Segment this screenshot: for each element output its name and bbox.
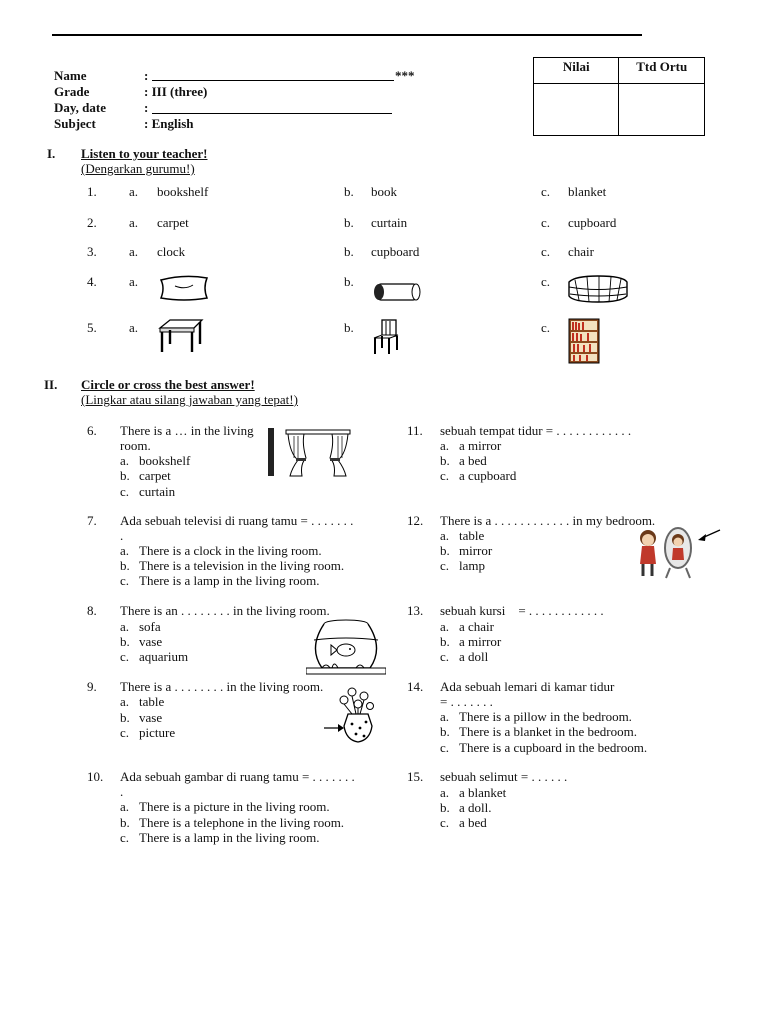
option-letter: b. <box>344 244 354 259</box>
question-number: 3. <box>87 244 97 259</box>
question-text: sebuah kursi = . . . . . . . . . . . . <box>440 603 604 618</box>
question-text: . <box>120 528 124 543</box>
option-a[interactable]: a mirror <box>459 438 502 453</box>
option-b[interactable]: vase <box>139 634 163 649</box>
option-b[interactable]: a bed <box>459 453 487 468</box>
option-letter: b. <box>344 215 354 230</box>
option-letter: c. <box>440 815 450 830</box>
question-text: = . . . . . . . <box>440 694 493 709</box>
option-letter: c. <box>541 184 551 199</box>
question-number: 2. <box>87 215 97 230</box>
option-c[interactable]: There is a cupboard in the bedroom. <box>459 740 648 755</box>
option-letter: c. <box>120 830 130 845</box>
question-number: 4. <box>87 274 97 289</box>
option-letter: b. <box>440 800 450 815</box>
option-letter: b. <box>120 468 130 483</box>
question-text: sebuah selimut = . . . . . . <box>440 769 568 784</box>
option-c[interactable]: blanket <box>568 184 607 199</box>
option-b[interactable]: a doll. <box>459 800 492 815</box>
bolster-icon[interactable] <box>370 280 422 304</box>
option-b[interactable]: There is a television in the living room. <box>139 558 345 573</box>
question-text: Ada sebuah televisi di ruang tamu = . . . . . . . <box>120 513 354 528</box>
option-letter: a. <box>120 543 130 558</box>
pillow-icon[interactable] <box>157 272 211 304</box>
question-text: Ada sebuah gambar di ruang tamu = . . . . . . . <box>120 769 355 784</box>
option-letter: a. <box>440 619 450 634</box>
option-a[interactable]: There is a picture in the living room. <box>139 799 330 814</box>
question-number: 14. <box>407 679 424 694</box>
score-cell-nilai[interactable] <box>534 84 619 136</box>
question-number: 9. <box>87 679 97 694</box>
option-letter: a. <box>129 320 139 335</box>
option-letter: a. <box>129 274 139 289</box>
option-letter: b. <box>344 184 354 199</box>
question-text: Ada sebuah lemari di kamar tidur <box>440 679 615 694</box>
option-letter: c. <box>440 740 450 755</box>
option-letter: b. <box>440 453 450 468</box>
option-a[interactable]: bookshelf <box>139 453 191 468</box>
option-letter: c. <box>541 274 551 289</box>
option-b[interactable]: vase <box>139 710 163 725</box>
question-text: There is a . . . . . . . . . . . . in my bedroom. <box>440 513 656 528</box>
option-a[interactable]: a blanket <box>459 785 507 800</box>
question-text: There is a . . . . . . . . in the living room. <box>120 679 324 694</box>
blanket-icon[interactable] <box>565 272 631 304</box>
option-c[interactable]: cupboard <box>568 215 617 230</box>
mirror-girl-icon <box>636 524 696 580</box>
option-letter: a. <box>440 528 450 543</box>
question-text: . <box>120 784 124 799</box>
curtain-icon <box>268 424 352 478</box>
name-field[interactable] <box>152 80 394 81</box>
section1-number: I. <box>47 146 56 161</box>
question-number: 13. <box>407 603 424 618</box>
vase-icon <box>322 686 378 744</box>
option-letter: c. <box>440 468 450 483</box>
option-letter: c. <box>120 649 130 664</box>
section2-title: Circle or cross the best answer! <box>81 377 255 392</box>
option-c[interactable]: lamp <box>459 558 485 573</box>
option-letter: a. <box>120 453 130 468</box>
option-letter: b. <box>440 543 450 558</box>
option-b[interactable]: carpet <box>139 468 171 483</box>
score-header-ttd: Ttd Ortu <box>619 58 705 84</box>
aquarium-icon <box>306 618 386 676</box>
day-date-label: Day, date <box>54 100 106 115</box>
option-a[interactable]: There is a clock in the living room. <box>139 543 322 558</box>
day-date-colon: : <box>144 100 149 115</box>
option-c[interactable]: a doll <box>459 649 489 664</box>
day-date-field[interactable] <box>152 113 392 114</box>
table-icon[interactable] <box>156 316 204 356</box>
option-a[interactable]: carpet <box>157 215 189 230</box>
option-b[interactable]: mirror <box>459 543 493 558</box>
option-c[interactable]: aquarium <box>139 649 189 664</box>
option-c[interactable]: a cupboard <box>459 468 517 483</box>
arrow-icon <box>696 528 722 544</box>
option-b[interactable]: a mirror <box>459 634 502 649</box>
option-a[interactable]: a chair <box>459 619 495 634</box>
option-letter: c. <box>541 320 551 335</box>
top-rule <box>52 34 642 36</box>
score-table <box>533 57 705 136</box>
option-letter: b. <box>344 320 354 335</box>
option-letter: c. <box>440 649 450 664</box>
question-text: room. <box>120 438 151 453</box>
option-letter: a. <box>129 184 139 199</box>
option-b[interactable]: cupboard <box>371 244 420 259</box>
option-a[interactable]: sofa <box>139 619 161 634</box>
option-letter: c. <box>541 244 551 259</box>
option-letter: c. <box>120 484 130 499</box>
name-suffix: *** <box>395 68 415 83</box>
name-colon: : <box>144 68 149 83</box>
option-letter: a. <box>440 709 450 724</box>
question-number: 8. <box>87 603 97 618</box>
option-letter: b. <box>440 724 450 739</box>
grade-label: Grade <box>54 84 90 99</box>
option-a[interactable]: clock <box>157 244 186 259</box>
option-letter: a. <box>129 215 139 230</box>
option-letter: a. <box>440 438 450 453</box>
question-text: There is a … in the living <box>120 423 254 438</box>
option-b[interactable]: There is a telephone in the living room. <box>139 815 345 830</box>
option-letter: b. <box>120 815 130 830</box>
question-text: sebuah tempat tidur = . . . . . . . . . . . . <box>440 423 632 438</box>
grade-value: : III (three) <box>144 84 208 99</box>
option-letter: a. <box>120 694 130 709</box>
option-c[interactable]: a bed <box>459 815 487 830</box>
option-c[interactable]: There is a lamp in the living room. <box>139 573 320 588</box>
question-number: 5. <box>87 320 97 335</box>
question-number: 15. <box>407 769 424 784</box>
option-letter: a. <box>120 799 130 814</box>
option-letter: c. <box>541 215 551 230</box>
question-number: 1. <box>87 184 97 199</box>
option-a[interactable]: table <box>459 528 485 543</box>
option-a[interactable]: bookshelf <box>157 184 209 199</box>
option-letter: b. <box>344 274 354 289</box>
name-label: Name <box>54 68 87 83</box>
option-a[interactable]: There is a pillow in the bedroom. <box>459 709 632 724</box>
option-letter: b. <box>120 634 130 649</box>
section1-subtitle: (Dengarkan gurumu!) <box>81 161 195 176</box>
option-b[interactable]: There is a blanket in the bedroom. <box>459 724 637 739</box>
question-number: 7. <box>87 513 97 528</box>
option-letter: b. <box>120 558 130 573</box>
question-number: 6. <box>87 423 97 438</box>
option-b[interactable]: book <box>371 184 397 199</box>
option-letter: c. <box>440 558 450 573</box>
score-cell-ttd[interactable] <box>619 84 705 136</box>
option-a[interactable]: table <box>139 694 165 709</box>
score-header-nilai: Nilai <box>534 58 619 84</box>
option-letter: b. <box>440 634 450 649</box>
subject-label: Subject <box>54 116 96 131</box>
question-number: 12. <box>407 513 424 528</box>
option-c[interactable]: There is a lamp in the living room. <box>139 830 320 845</box>
chair-icon[interactable] <box>370 318 402 356</box>
question-text: There is an . . . . . . . . in the living room. <box>120 603 330 618</box>
option-b[interactable]: curtain <box>371 215 408 230</box>
bookshelf-icon[interactable] <box>568 318 600 364</box>
question-number: 11. <box>407 423 423 438</box>
option-letter: c. <box>120 573 130 588</box>
option-c[interactable]: chair <box>568 244 594 259</box>
option-letter: a. <box>120 619 130 634</box>
section2-subtitle: (Lingkar atau silang jawaban yang tepat!) <box>81 392 298 407</box>
question-number: 10. <box>87 769 104 784</box>
subject-value: : English <box>144 116 194 131</box>
option-letter: a. <box>440 785 450 800</box>
option-c[interactable]: picture <box>139 725 176 740</box>
option-c[interactable]: curtain <box>139 484 176 499</box>
section2-number: II. <box>44 377 58 392</box>
option-letter: b. <box>120 710 130 725</box>
section1-title: Listen to your teacher! <box>81 146 208 161</box>
option-letter: c. <box>120 725 130 740</box>
option-letter: a. <box>129 244 139 259</box>
